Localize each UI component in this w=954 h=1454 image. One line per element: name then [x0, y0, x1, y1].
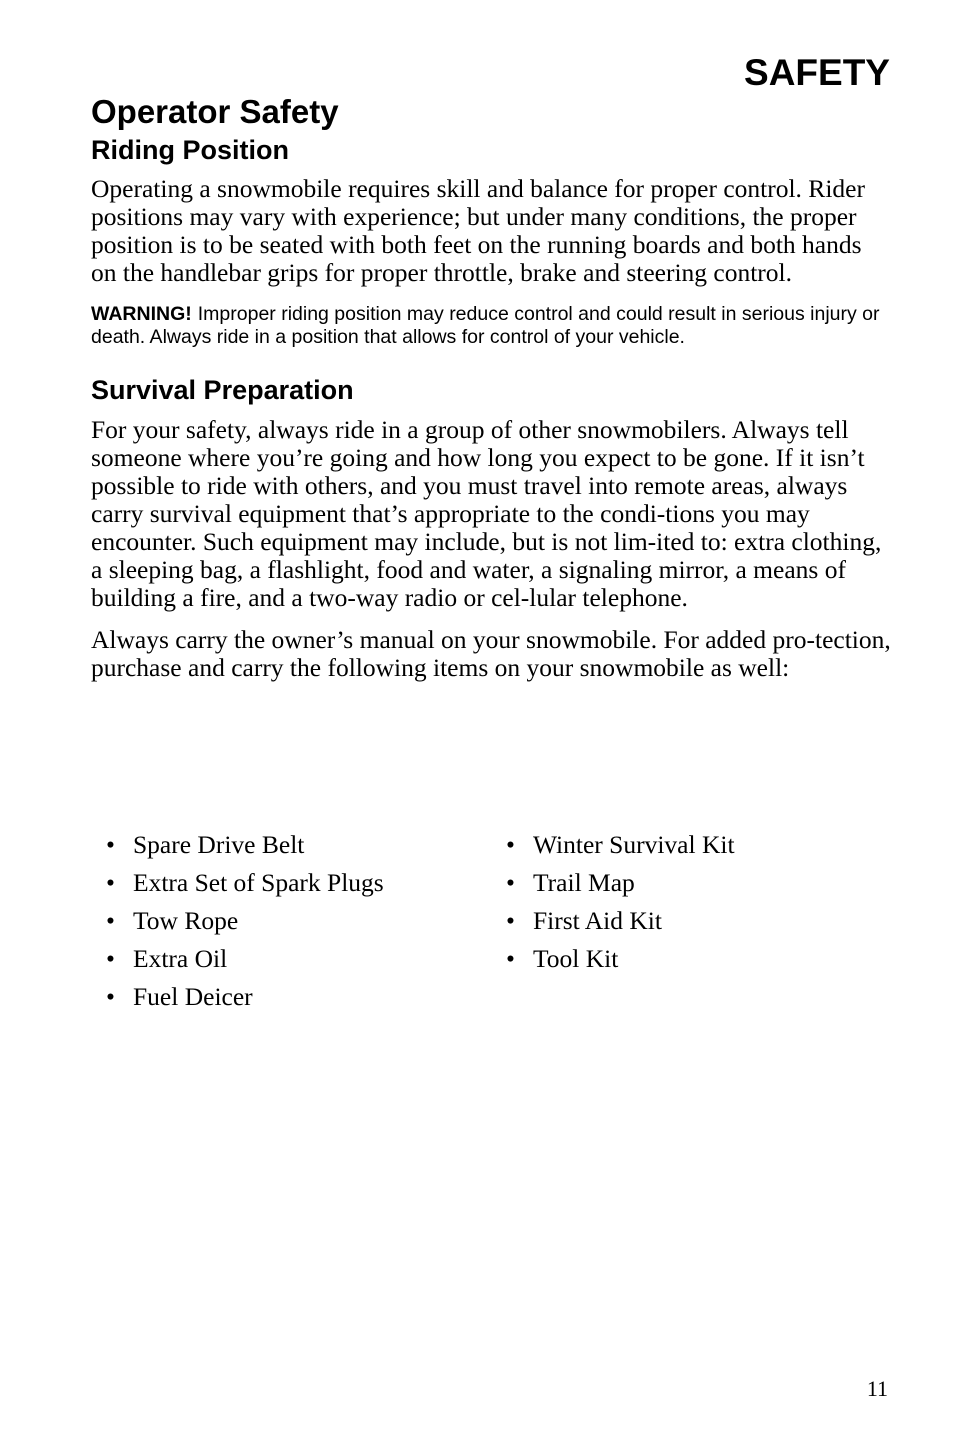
list-item-text: Winter Survival Kit: [533, 830, 735, 859]
list-item: [506, 864, 735, 902]
list-item: [106, 902, 384, 940]
list-item: [106, 940, 384, 978]
list-item-text: Fuel Deicer: [133, 982, 253, 1011]
bullet: •: [506, 944, 515, 973]
list-item: [106, 826, 384, 864]
riding-position-paragraph: Operating a snowmobile requires skill and balance for proper control. Rider positions may vary with experience; but under many conditions, the proper position is to be seated with both feet on the running boards and both hands on the handlebar grips for proper throttle, brake and steering control.: [91, 174, 865, 287]
survival-paragraph-2: Always carry the owner’s manual on your snowmobile. For added pro-tection, purchase and carry the following items on your snowmobile as well:: [91, 625, 891, 682]
list-item-text: Trail Map: [533, 868, 635, 897]
survival-preparation-heading: Survival Preparation: [91, 375, 354, 405]
warning-note: [91, 303, 891, 349]
bullet: •: [106, 830, 115, 859]
list-item-text: Extra Set of Spark Plugs: [133, 868, 384, 897]
list-item-text: Tool Kit: [533, 944, 619, 973]
list-item: [506, 940, 735, 978]
section-title: SAFETY: [744, 52, 890, 93]
bullet: •: [106, 868, 115, 897]
items-list-right: [506, 826, 735, 978]
bullet: •: [106, 982, 115, 1011]
items-list-left: [106, 826, 384, 1016]
bullet: •: [106, 906, 115, 935]
warning-label: WARNING!: [91, 303, 192, 325]
list-item-text: Spare Drive Belt: [133, 830, 305, 859]
riding-position-heading: Riding Position: [91, 135, 289, 165]
page-title: Operator Safety: [91, 93, 339, 130]
survival-paragraph-1: For your safety, always ride in a group of other snowmobilers. Always tell someone where you’re going and how long you expect to be gone. If it isn’t possible to ride with others, and you must travel into remote areas, always carry survival equipment that’s appropriate to the condi-tions you may encounter. Such equipment may include, but is not lim-ited to: extra clothing, a sleeping bag, a flashlight, food and water, a signaling mirror, a means of building a fire, and a two-way radio or cel-lular telephone.: [91, 415, 882, 612]
list-item: [106, 978, 384, 1016]
list-item-text: Tow Rope: [133, 906, 239, 935]
bullet: •: [506, 906, 515, 935]
warning-text: Improper riding position may reduce control and could result in serious injury or death. Always ride in a position that allows for control of your vehicle.: [91, 303, 880, 348]
bullet: •: [506, 830, 515, 859]
list-item: [506, 826, 735, 864]
list-item-text: Extra Oil: [133, 944, 228, 973]
items-list: [106, 826, 906, 1026]
list-item: [506, 902, 735, 940]
list-item-text: First Aid Kit: [533, 906, 662, 935]
page-content: [91, 93, 891, 682]
bullet: •: [506, 868, 515, 897]
list-item: [106, 864, 384, 902]
bullet: •: [106, 944, 115, 973]
page-number: 11: [866, 1376, 888, 1401]
